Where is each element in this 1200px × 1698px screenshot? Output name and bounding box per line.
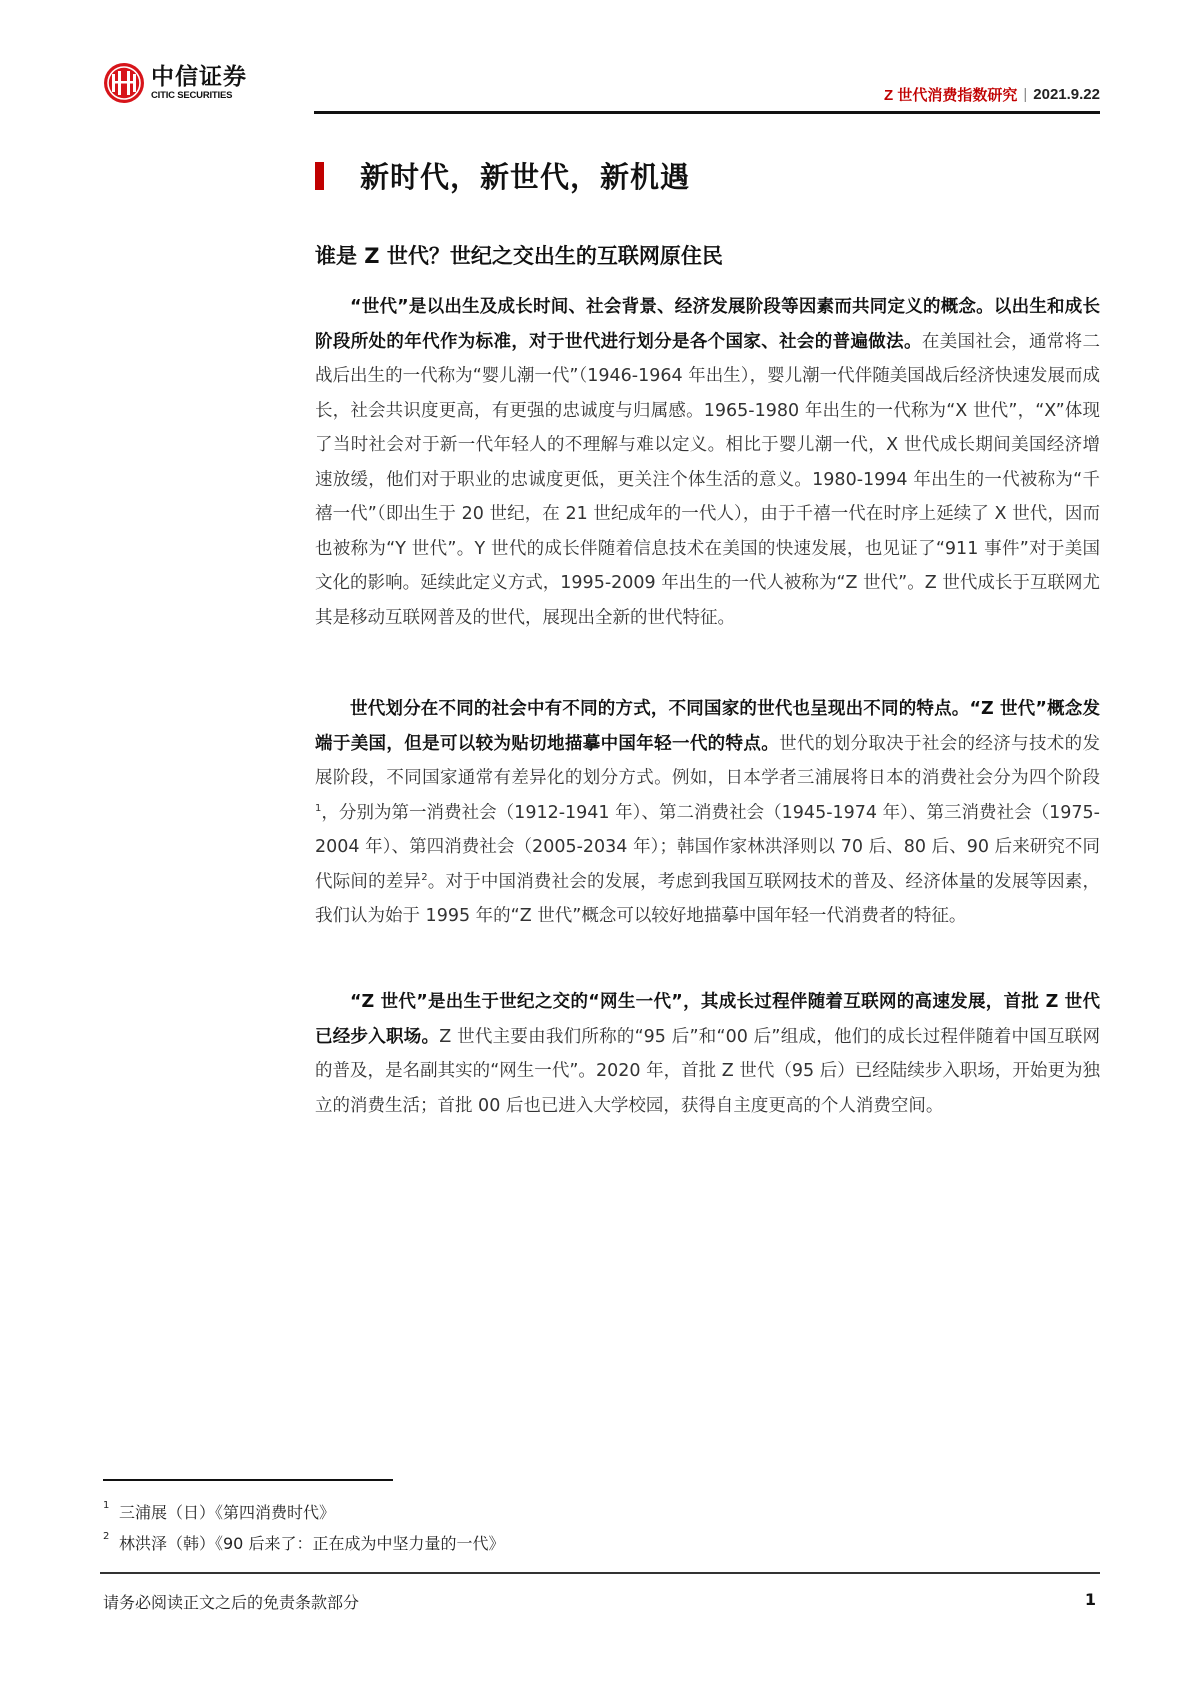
section-marker <box>315 162 324 190</box>
footnotes <box>103 1497 504 1559</box>
citic-logo <box>103 62 247 104</box>
paragraph-2-body-a: 世代的划分取决于社会的经济与技术的发展阶段，不同国家通常有差异化的划分方式。例如，日本学者三浦展将日本的消费社会分为四个阶段 <box>315 733 1101 788</box>
logo-english-name: CITIC SECURITIES <box>151 90 233 101</box>
footnote-ref-2[interactable]: 2 <box>421 871 428 883</box>
paragraph-1-body: 在美国社会，通常将二战后出生的一代称为“婴儿潮一代”（1946-1964 年出生），婴儿潮一代伴随美国战后经济快速发展而成长，社会共识度更高，有更强的忠诚度与归属感。1965-1980 年出生的一代称为“X 世代”，“X”体现了当时社会对于新一代年轻人的不理解与难以定义。相比于婴儿潮一代，X 世代成长期间美国经济增速放缓，他们对于职业的忠诚度更低，更关注个体生活的意义。1980-1994 年出生的一代被称为“千禧一代”（即出生于 20 世纪，在 21 世纪成年的一代人），由于千禧一代在时序上延续了 X 世代，因而也被称为“Y 世代”。Y 世代的成长伴随着信息技术在美国的快速发展，也见证了“911 事件”对于美国文化的影响。延续此定义方式，1995-2009 年出生的一代人被称为“Z 世代”。Z 世代成长于互联网尤其是移动互联网普及的世代，展现出全新的世代特征。 <box>315 331 1100 628</box>
paragraph-3-body: Z 世代主要由我们所称的“95 后”和“00 后”组成，他们的成长过程伴随着中国互联网的普及，是名副其实的“网生一代”。2020 年，首批 Z 世代（95 后）已经陆续步入职场，开始更为独立的消费生活；首批 00 后也已进入大学校园，获得自主度更高的个人消费空间。 <box>315 1026 1101 1116</box>
header-divider <box>314 111 1100 114</box>
subsection-title: 谁是 Z 世代？世纪之交出生的互联网原住民 <box>315 244 723 268</box>
footnote-divider <box>103 1479 393 1481</box>
header-separator: | <box>1023 86 1028 103</box>
footnote-ref-1[interactable]: 1 <box>315 802 322 814</box>
paragraph-2-lead: 世代划分在不同的社会中有不同的方式，不同国家的世代也呈现出不同的特点。“Z 世代”概念发端于美国，但是可以较为贴切地描摹中国年轻一代的特点。 <box>315 699 1100 754</box>
footnote-text: 三浦展（日）《第四消费时代》 <box>119 1503 336 1522</box>
section-heading <box>315 155 690 196</box>
paragraph-1 <box>315 290 1100 635</box>
logo-chinese-name: 中信证券 <box>151 63 247 90</box>
footnote-item <box>103 1528 504 1559</box>
footnote-number: 2 <box>103 1531 110 1542</box>
footer-divider <box>100 1572 1100 1574</box>
paragraph-2-body-c: 。对于中国消费社会的发展，考虑到我国互联网技术的普及、经济体量的发展等因素，我们认为始于 1995 年的“Z 世代”概念可以较好地描摹中国年轻一代消费者的特征。 <box>315 871 1101 926</box>
paragraph-1-lead: “世代”是以出生及成长时间、社会背景、经济发展阶段等因素而共同定义的概念。以出生和成长阶段所处的年代作为标准，对于世代进行划分是各个国家、社会的普遍做法。 <box>315 297 1100 352</box>
paragraph-2 <box>315 692 1100 934</box>
paragraph-2-body-b: ，分别为第一消费社会（1912-1941 年）、第二消费社会（1945-1974 年）、第三消费社会（1975-2004 年）、第四消费社会（2005-2034 年）；韩国作家林洪泽则以 70 后、80 后、90 后来研究不同代际间的差异 <box>315 802 1100 892</box>
footnote-number: 1 <box>103 1500 110 1511</box>
section-title: 新时代，新世代，新机遇 <box>360 160 691 194</box>
report-date: 2021.9.22 <box>1033 86 1100 103</box>
footnote-item <box>103 1497 504 1528</box>
paragraph-3 <box>315 985 1100 1123</box>
page-number: 1 <box>1084 1590 1096 1609</box>
paragraph-3-lead: “Z 世代”是出生于世纪之交的“网生一代”，其成长过程伴随着互联网的高速发展，首批 Z 世代已经步入职场。 <box>315 992 1100 1047</box>
disclaimer-notice: 请务必阅读正文之后的免责条款部分 <box>103 1593 360 1612</box>
report-title: Z 世代消费指数研究 <box>884 87 1018 104</box>
citic-emblem-icon <box>103 62 145 104</box>
footnote-text: 林洪泽（韩）《90 后来了：正在成为中坚力量的一代》 <box>119 1534 505 1553</box>
report-header <box>884 84 1100 105</box>
